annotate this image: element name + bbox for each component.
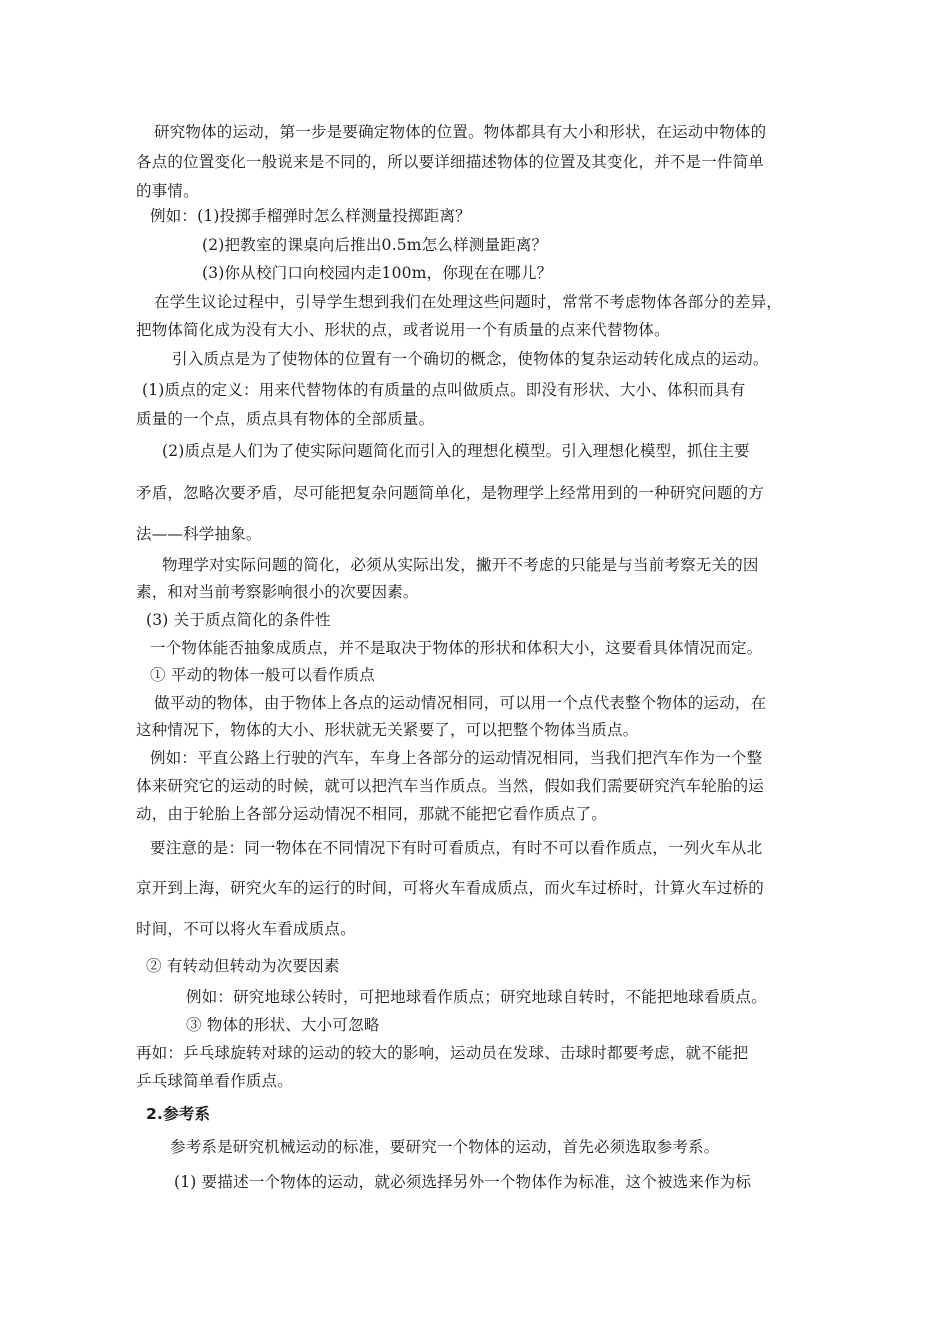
paragraph-line: 一个物体能否抽象成质点，并不是取决于物体的形状和体积大小，这要看具体情况而定。 — [150, 639, 763, 657]
paragraph-line: 动，由于轮胎上各部分运动情况不相同，那就不能把它看作质点了。 — [136, 805, 608, 823]
paragraph-line: 法——科学抽象。 — [136, 525, 262, 543]
paragraph-line: 这种情况下，物体的大小、形状就无关紧要了，可以把整个物体当质点。 — [136, 721, 639, 739]
paragraph-line: 参考系是研究机械运动的标准，要研究一个物体的运动，首先必须选取参考系。 — [170, 1138, 720, 1156]
paragraph-line: (1) 要描述一个物体的运动，就必须选择另外一个物体作为标准，这个被选来作为标 — [174, 1173, 752, 1191]
paragraph-line: 在学生议论过程中，引导学生想到我们在处理这些问题时，常常不考虑物体各部分的差异， — [154, 293, 783, 311]
section-heading: 2.参考系 — [146, 1105, 211, 1123]
paragraph-line: 时间，不可以将火车看成质点。 — [136, 920, 356, 938]
paragraph-line: 例如：平直公路上行驶的汽车，车身上各部分的运动情况相同，当我们把汽车作为一个整 — [150, 749, 763, 767]
paragraph-line: 把物体简化成为没有大小、形状的点，或者说用一个有质量的点来代替物体。 — [136, 321, 670, 339]
paragraph-line: 乒乓球简单看作质点。 — [136, 1072, 294, 1090]
paragraph-line: ② 有转动但转动为次要因素 — [146, 957, 340, 975]
paragraph-line: (3) 关于质点简化的条件性 — [146, 611, 331, 629]
paragraph-line: 各点的位置变化一般说来是不同的，所以要详细描述物体的位置及其变化，并不是一件简单 — [136, 153, 765, 171]
paragraph-line: (1)质点的定义：用来代替物体的有质量的点叫做质点。即没有形状、大小、体积而具有 — [142, 381, 746, 399]
paragraph-line: (2)把教室的课桌向后推出0.5m怎么样测量距离？ — [202, 236, 548, 254]
paragraph-line: (3)你从校门口向校园内走100m，你现在在哪儿？ — [202, 264, 553, 282]
paragraph-line: 例如：研究地球公转时，可把地球看作质点；研究地球自转时，不能把地球看质点。 — [186, 988, 767, 1006]
paragraph-line: 再如：乒乓球旋转对球的运动的较大的影响，运动员在发球、击球时都要考虑，就不能把 — [136, 1044, 749, 1062]
paragraph-line: 质量的一个点，质点具有物体的全部质量。 — [136, 410, 435, 428]
paragraph-line: 京开到上海，研究火车的运行的时间，可将火车看成质点，而火车过桥时，计算火车过桥的 — [136, 879, 765, 897]
paragraph-line: 做平动的物体，由于物体上各点的运动情况相同，可以用一个点代表整个物体的运动，在 — [154, 694, 767, 712]
paragraph-line: 物理学对实际问题的简化，必须从实际出发，撇开不考虑的只能是与当前考察无关的因 — [162, 556, 759, 574]
paragraph-line: 研究物体的运动，第一步是要确定物体的位置。物体都具有大小和形状，在运动中物体的 — [154, 123, 767, 141]
paragraph-line: 素，和对当前考察影响很小的次要因素。 — [136, 583, 419, 601]
paragraph-line: 例如：(1)投掷手榴弹时怎么样测量投掷距离？ — [150, 207, 471, 225]
paragraph-line: 要注意的是：同一物体在不同情况下有时可看质点，有时不可以看作质点，一列火车从北 — [150, 839, 763, 857]
paragraph-line: 矛盾，忽略次要矛盾，尽可能把复杂问题简单化，是物理学上经常用到的一种研究问题的方 — [136, 484, 765, 502]
paragraph-line: 体来研究它的运动的时候，就可以把汽车当作质点。当然，假如我们需要研究汽车轮胎的运 — [136, 777, 765, 795]
paragraph-line: 的事情。 — [136, 182, 199, 200]
paragraph-line: ① 平动的物体一般可以看作质点 — [150, 666, 375, 684]
paragraph-line: ③ 物体的形状、大小可忽略 — [186, 1016, 380, 1034]
paragraph-line: 引入质点是为了使物体的位置有一个确切的概念，使物体的复杂运动转化成点的运动。 — [172, 350, 769, 368]
paragraph-line: (2)质点是人们为了使实际问题简化而引入的理想化模型。引入理想化模型，抓住主要 — [162, 442, 750, 460]
